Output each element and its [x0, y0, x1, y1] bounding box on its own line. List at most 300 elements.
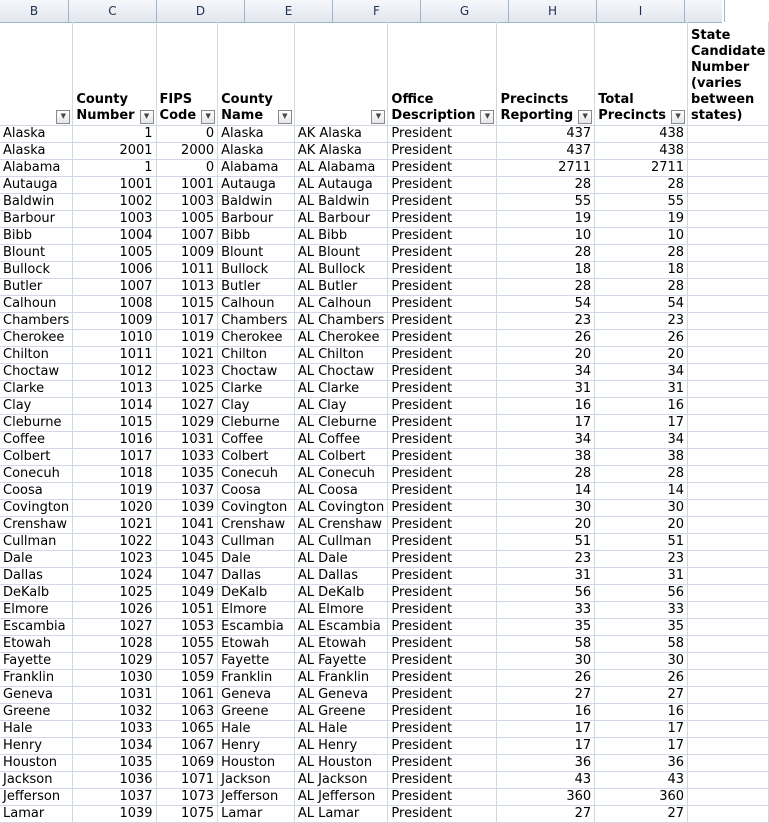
cell[interactable]: Coffee	[0, 431, 73, 448]
cell[interactable]: 55	[497, 193, 595, 210]
cell[interactable]	[688, 142, 769, 159]
cell[interactable]: 34	[595, 431, 688, 448]
cell[interactable]: 1005	[156, 210, 218, 227]
cell[interactable]: 34	[497, 431, 595, 448]
cell[interactable]: AL Butler	[294, 278, 388, 295]
cell[interactable]: 1014	[73, 397, 156, 414]
cell[interactable]: Jackson	[218, 771, 295, 788]
cell[interactable]: Jefferson	[218, 788, 295, 805]
cell[interactable]: 1033	[156, 448, 218, 465]
cell[interactable]	[688, 618, 769, 635]
cell[interactable]: Hale	[0, 720, 73, 737]
cell[interactable]: President	[388, 363, 497, 380]
cell[interactable]: 1003	[73, 210, 156, 227]
cell[interactable]: 1021	[156, 346, 218, 363]
cell[interactable]: Barbour	[218, 210, 295, 227]
cell[interactable]: AL Bibb	[294, 227, 388, 244]
cell[interactable]: Dallas	[0, 567, 73, 584]
cell[interactable]: 1	[73, 125, 156, 142]
cell[interactable]: 14	[595, 482, 688, 499]
cell[interactable]: DeKalb	[218, 584, 295, 601]
column-letter-c[interactable]: C	[69, 0, 157, 22]
cell[interactable]: Clay	[218, 397, 295, 414]
cell[interactable]: President	[388, 533, 497, 550]
cell[interactable]: 1043	[156, 533, 218, 550]
cell[interactable]: President	[388, 397, 497, 414]
filter-dropdown-button[interactable]	[56, 110, 70, 124]
cell[interactable]: 1037	[73, 788, 156, 805]
cell[interactable]	[688, 567, 769, 584]
cell[interactable]: 28	[595, 278, 688, 295]
cell[interactable]: AL Cleburne	[294, 414, 388, 431]
cell[interactable]: AL Choctaw	[294, 363, 388, 380]
cell[interactable]: 28	[595, 244, 688, 261]
cell[interactable]: Butler	[0, 278, 73, 295]
cell[interactable]: AL Clay	[294, 397, 388, 414]
cell[interactable]: 437	[497, 142, 595, 159]
cell[interactable]: Coosa	[0, 482, 73, 499]
cell[interactable]	[688, 482, 769, 499]
cell[interactable]: Butler	[218, 278, 295, 295]
cell[interactable]: 1008	[73, 295, 156, 312]
cell[interactable]: AL Houston	[294, 754, 388, 771]
cell[interactable]: 30	[497, 652, 595, 669]
cell[interactable]: 360	[595, 788, 688, 805]
cell[interactable]: 1033	[73, 720, 156, 737]
cell[interactable]: 1049	[156, 584, 218, 601]
column-letter-h[interactable]: H	[509, 0, 597, 22]
filter-dropdown-button[interactable]	[578, 110, 592, 124]
cell[interactable]: Alaska	[0, 125, 73, 142]
cell[interactable]: 27	[595, 805, 688, 822]
cell[interactable]: Greene	[0, 703, 73, 720]
cell[interactable]: 1041	[156, 516, 218, 533]
cell[interactable]: AL Cherokee	[294, 329, 388, 346]
cell[interactable]: Etowah	[218, 635, 295, 652]
cell[interactable]: 33	[497, 601, 595, 618]
cell[interactable]: Bibb	[0, 227, 73, 244]
cell[interactable]: 27	[595, 686, 688, 703]
cell[interactable]: President	[388, 669, 497, 686]
cell[interactable]: Houston	[0, 754, 73, 771]
cell[interactable]: 31	[595, 380, 688, 397]
cell[interactable]: Dale	[0, 550, 73, 567]
cell[interactable]: Lamar	[0, 805, 73, 822]
header-cell-c[interactable]	[73, 22, 156, 125]
cell[interactable]	[688, 499, 769, 516]
cell[interactable]: AL Covington	[294, 499, 388, 516]
cell[interactable]: 1032	[73, 703, 156, 720]
cell[interactable]: 1009	[73, 312, 156, 329]
cell[interactable]: 51	[595, 533, 688, 550]
cell[interactable]: 18	[497, 261, 595, 278]
cell[interactable]: AL Franklin	[294, 669, 388, 686]
cell[interactable]: 17	[497, 414, 595, 431]
filter-dropdown-button[interactable]	[671, 110, 685, 124]
column-letter-g[interactable]: G	[421, 0, 509, 22]
cell[interactable]: 360	[497, 788, 595, 805]
cell[interactable]: 43	[497, 771, 595, 788]
cell[interactable]	[688, 278, 769, 295]
cell[interactable]: 1055	[156, 635, 218, 652]
cell[interactable]: Clay	[0, 397, 73, 414]
cell[interactable]: 1021	[73, 516, 156, 533]
cell[interactable]: 1053	[156, 618, 218, 635]
cell[interactable]: AL Escambia	[294, 618, 388, 635]
cell[interactable]: 54	[595, 295, 688, 312]
cell[interactable]: Alaska	[218, 142, 295, 159]
cell[interactable]: 31	[497, 567, 595, 584]
cell[interactable]: Cherokee	[0, 329, 73, 346]
cell[interactable]: 27	[497, 805, 595, 822]
cell[interactable]: President	[388, 567, 497, 584]
cell[interactable]: Elmore	[0, 601, 73, 618]
cell[interactable]: 58	[497, 635, 595, 652]
cell[interactable]: 1035	[156, 465, 218, 482]
cell[interactable]: AL Etowah	[294, 635, 388, 652]
cell[interactable]: Colbert	[0, 448, 73, 465]
column-letter-d[interactable]: D	[157, 0, 245, 22]
cell[interactable]: 1006	[73, 261, 156, 278]
cell[interactable]: President	[388, 176, 497, 193]
cell[interactable]: 1023	[156, 363, 218, 380]
cell[interactable]: 10	[595, 227, 688, 244]
cell[interactable]: 1004	[73, 227, 156, 244]
cell[interactable]: Barbour	[0, 210, 73, 227]
cell[interactable]: Cleburne	[0, 414, 73, 431]
cell[interactable]: 1012	[73, 363, 156, 380]
cell[interactable]	[688, 703, 769, 720]
cell[interactable]: Bibb	[218, 227, 295, 244]
cell[interactable]: Escambia	[0, 618, 73, 635]
cell[interactable]: 1031	[73, 686, 156, 703]
cell[interactable]: 1075	[156, 805, 218, 822]
cell[interactable]: Choctaw	[0, 363, 73, 380]
cell[interactable]: Franklin	[218, 669, 295, 686]
cell[interactable]: 30	[595, 652, 688, 669]
cell[interactable]: 1001	[73, 176, 156, 193]
cell[interactable]: Autauga	[0, 176, 73, 193]
cell[interactable]: President	[388, 380, 497, 397]
cell[interactable]: Fayette	[0, 652, 73, 669]
cell[interactable]: President	[388, 720, 497, 737]
cell[interactable]: 1051	[156, 601, 218, 618]
cell[interactable]: Etowah	[0, 635, 73, 652]
cell[interactable]: AL Clarke	[294, 380, 388, 397]
cell[interactable]	[688, 465, 769, 482]
cell[interactable]: 1005	[73, 244, 156, 261]
cell[interactable]: 1020	[73, 499, 156, 516]
cell[interactable]: 51	[497, 533, 595, 550]
cell[interactable]	[688, 550, 769, 567]
cell[interactable]: AL Chambers	[294, 312, 388, 329]
cell[interactable]: President	[388, 329, 497, 346]
cell[interactable]: President	[388, 550, 497, 567]
cell[interactable]: 1067	[156, 737, 218, 754]
cell[interactable]: President	[388, 482, 497, 499]
cell[interactable]: Cherokee	[218, 329, 295, 346]
cell[interactable]: 56	[497, 584, 595, 601]
cell[interactable]	[688, 516, 769, 533]
cell[interactable]: Geneva	[218, 686, 295, 703]
cell[interactable]: AL Bullock	[294, 261, 388, 278]
cell[interactable]: Chambers	[0, 312, 73, 329]
cell[interactable]: Henry	[0, 737, 73, 754]
column-letter-f[interactable]: F	[333, 0, 421, 22]
cell[interactable]: 1002	[73, 193, 156, 210]
cell[interactable]: 437	[497, 125, 595, 142]
cell[interactable]: President	[388, 771, 497, 788]
cell[interactable]: AL Calhoun	[294, 295, 388, 312]
cell[interactable]: 1022	[73, 533, 156, 550]
cell[interactable]: President	[388, 159, 497, 176]
cell[interactable]	[688, 380, 769, 397]
cell[interactable]: President	[388, 601, 497, 618]
cell[interactable]: 36	[595, 754, 688, 771]
cell[interactable]: 1027	[73, 618, 156, 635]
cell[interactable]: 28	[497, 244, 595, 261]
cell[interactable]: President	[388, 142, 497, 159]
cell[interactable]: President	[388, 499, 497, 516]
cell[interactable]	[688, 601, 769, 618]
cell[interactable]: 1025	[156, 380, 218, 397]
cell[interactable]: 55	[595, 193, 688, 210]
cell[interactable]: AL Dallas	[294, 567, 388, 584]
cell[interactable]: President	[388, 346, 497, 363]
cell[interactable]: Fayette	[218, 652, 295, 669]
cell[interactable]: 1069	[156, 754, 218, 771]
cell[interactable]: Calhoun	[218, 295, 295, 312]
cell[interactable]: Calhoun	[0, 295, 73, 312]
cell[interactable]: AL DeKalb	[294, 584, 388, 601]
cell[interactable]: 438	[595, 125, 688, 142]
header-cell-d[interactable]	[156, 22, 218, 125]
cell[interactable]: 28	[497, 176, 595, 193]
cell[interactable]: Alaska	[0, 142, 73, 159]
cell[interactable]: 1039	[156, 499, 218, 516]
cell[interactable]: 1028	[73, 635, 156, 652]
cell[interactable]: Alabama	[218, 159, 295, 176]
cell[interactable]: President	[388, 516, 497, 533]
cell[interactable]: 17	[595, 414, 688, 431]
cell[interactable]: 1001	[156, 176, 218, 193]
cell[interactable]: Cleburne	[218, 414, 295, 431]
cell[interactable]	[688, 720, 769, 737]
cell[interactable]: President	[388, 193, 497, 210]
cell[interactable]: 2001	[73, 142, 156, 159]
cell[interactable]	[688, 533, 769, 550]
cell[interactable]: 34	[595, 363, 688, 380]
cell[interactable]: 33	[595, 601, 688, 618]
cell[interactable]: Jackson	[0, 771, 73, 788]
filter-dropdown-button[interactable]	[371, 110, 385, 124]
cell[interactable]: Coosa	[218, 482, 295, 499]
cell[interactable]: Colbert	[218, 448, 295, 465]
cell[interactable]: 1017	[156, 312, 218, 329]
column-letter-e[interactable]: E	[245, 0, 333, 22]
cell[interactable]: 1015	[156, 295, 218, 312]
cell[interactable]	[688, 346, 769, 363]
cell[interactable]: Henry	[218, 737, 295, 754]
cell[interactable]	[688, 397, 769, 414]
cell[interactable]: 38	[497, 448, 595, 465]
cell[interactable]: 23	[595, 550, 688, 567]
cell[interactable]: 1034	[73, 737, 156, 754]
cell[interactable]	[688, 159, 769, 176]
cell[interactable]: 26	[595, 329, 688, 346]
filter-dropdown-button[interactable]	[278, 110, 292, 124]
cell[interactable]: AL Hale	[294, 720, 388, 737]
cell[interactable]	[688, 193, 769, 210]
cell[interactable]: 54	[497, 295, 595, 312]
cell[interactable]: 20	[595, 516, 688, 533]
cell[interactable]: AL Geneva	[294, 686, 388, 703]
cell[interactable]	[688, 244, 769, 261]
header-cell-j[interactable]	[688, 22, 769, 125]
cell[interactable]: President	[388, 210, 497, 227]
cell[interactable]: AL Baldwin	[294, 193, 388, 210]
cell[interactable]: 26	[595, 669, 688, 686]
cell[interactable]: 1071	[156, 771, 218, 788]
cell[interactable]: 1036	[73, 771, 156, 788]
filter-dropdown-button[interactable]	[140, 110, 154, 124]
cell[interactable]: AL Barbour	[294, 210, 388, 227]
cell[interactable]: 58	[595, 635, 688, 652]
cell[interactable]: AL Alabama	[294, 159, 388, 176]
cell[interactable]: 34	[497, 363, 595, 380]
cell[interactable]: Bullock	[218, 261, 295, 278]
cell[interactable]: 35	[595, 618, 688, 635]
cell[interactable]: 19	[497, 210, 595, 227]
cell[interactable]: 28	[497, 465, 595, 482]
cell[interactable]: President	[388, 465, 497, 482]
cell[interactable]: President	[388, 244, 497, 261]
cell[interactable]	[688, 261, 769, 278]
cell[interactable]: 438	[595, 142, 688, 159]
cell[interactable]: 1057	[156, 652, 218, 669]
cell[interactable]: AL Dale	[294, 550, 388, 567]
cell[interactable]: 23	[497, 312, 595, 329]
cell[interactable]: Alaska	[218, 125, 295, 142]
cell[interactable]: 27	[497, 686, 595, 703]
cell[interactable]: AL Lamar	[294, 805, 388, 822]
cell[interactable]: 1016	[73, 431, 156, 448]
cell[interactable]: Hale	[218, 720, 295, 737]
cell[interactable]: Lamar	[218, 805, 295, 822]
cell[interactable]: President	[388, 278, 497, 295]
cell[interactable]: 1019	[156, 329, 218, 346]
cell[interactable]: President	[388, 227, 497, 244]
cell[interactable]: 31	[497, 380, 595, 397]
cell[interactable]	[688, 652, 769, 669]
header-cell-i[interactable]	[595, 22, 688, 125]
cell[interactable]: Alabama	[0, 159, 73, 176]
cell[interactable]: AL Crenshaw	[294, 516, 388, 533]
cell[interactable]: 17	[595, 737, 688, 754]
cell[interactable]	[688, 771, 769, 788]
header-cell-b[interactable]	[0, 22, 73, 125]
cell[interactable]: AL Autauga	[294, 176, 388, 193]
cell[interactable]: Dale	[218, 550, 295, 567]
cell[interactable]	[688, 805, 769, 822]
cell[interactable]	[688, 312, 769, 329]
cell[interactable]: Conecuh	[218, 465, 295, 482]
cell[interactable]: Geneva	[0, 686, 73, 703]
cell[interactable]: AL Henry	[294, 737, 388, 754]
cell[interactable]: 1061	[156, 686, 218, 703]
header-cell-f[interactable]	[294, 22, 388, 125]
cell[interactable]: 26	[497, 669, 595, 686]
cell[interactable]: 1025	[73, 584, 156, 601]
filter-dropdown-button[interactable]	[201, 110, 215, 124]
cell[interactable]: 1030	[73, 669, 156, 686]
cell[interactable]: President	[388, 686, 497, 703]
cell[interactable]: AL Cullman	[294, 533, 388, 550]
cell[interactable]: President	[388, 125, 497, 142]
cell[interactable]: 1011	[156, 261, 218, 278]
cell[interactable]: 1047	[156, 567, 218, 584]
cell[interactable]: Clarke	[0, 380, 73, 397]
cell[interactable]	[688, 414, 769, 431]
cell[interactable]: AL Chilton	[294, 346, 388, 363]
filter-dropdown-button[interactable]	[480, 110, 494, 124]
cell[interactable]: Blount	[218, 244, 295, 261]
header-cell-g[interactable]	[388, 22, 497, 125]
cell[interactable]	[688, 686, 769, 703]
cell[interactable]: 36	[497, 754, 595, 771]
cell[interactable]: 2711	[595, 159, 688, 176]
cell[interactable]: 1018	[73, 465, 156, 482]
cell[interactable]: 16	[497, 397, 595, 414]
cell[interactable]: 14	[497, 482, 595, 499]
cell[interactable]: Elmore	[218, 601, 295, 618]
cell[interactable]: 1024	[73, 567, 156, 584]
cell[interactable]: 17	[595, 720, 688, 737]
cell[interactable]: 1065	[156, 720, 218, 737]
cell[interactable]: 1013	[156, 278, 218, 295]
cell[interactable]: President	[388, 295, 497, 312]
cell[interactable]: 23	[497, 550, 595, 567]
cell[interactable]: 1003	[156, 193, 218, 210]
cell[interactable]: 1029	[156, 414, 218, 431]
header-cell-h[interactable]	[497, 22, 595, 125]
column-letter-j[interactable]	[685, 0, 725, 22]
cell[interactable]: 56	[595, 584, 688, 601]
cell[interactable]: 31	[595, 567, 688, 584]
cell[interactable]: President	[388, 414, 497, 431]
cell[interactable]: Chilton	[218, 346, 295, 363]
cell[interactable]: 20	[595, 346, 688, 363]
cell[interactable]: 17	[497, 720, 595, 737]
cell[interactable]: 30	[595, 499, 688, 516]
cell[interactable]	[688, 176, 769, 193]
cell[interactable]: 20	[497, 516, 595, 533]
cell[interactable]	[688, 754, 769, 771]
cell[interactable]: President	[388, 431, 497, 448]
cell[interactable]: 16	[595, 703, 688, 720]
cell[interactable]: President	[388, 652, 497, 669]
cell[interactable]: Autauga	[218, 176, 295, 193]
cell[interactable]: 10	[497, 227, 595, 244]
cell[interactable]: 26	[497, 329, 595, 346]
cell[interactable]	[688, 329, 769, 346]
cell[interactable]: 28	[497, 278, 595, 295]
cell[interactable]: AL Greene	[294, 703, 388, 720]
cell[interactable]: 1026	[73, 601, 156, 618]
cell[interactable]: 0	[156, 159, 218, 176]
cell[interactable]: 16	[497, 703, 595, 720]
cell[interactable]: Houston	[218, 754, 295, 771]
